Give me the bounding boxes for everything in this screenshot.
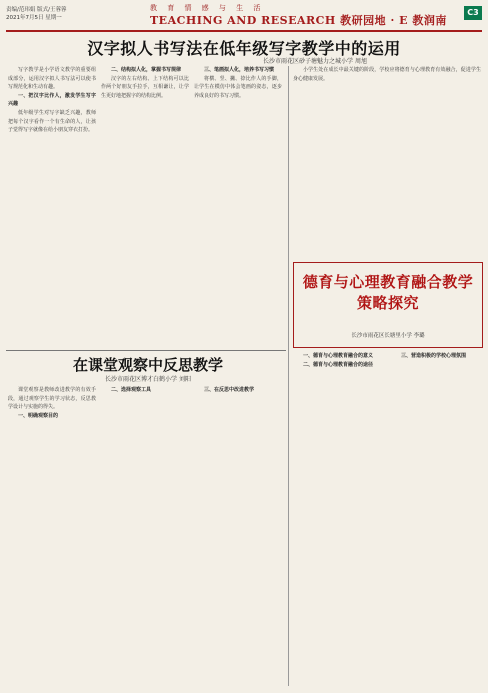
article3-title: 在课堂观察中反思教学 xyxy=(72,356,223,374)
article1-title: 汉字拟人书写法在低年级写字教学中的运用 xyxy=(87,39,401,58)
article1-subheading: 一、把汉字比作人，激发学生写字兴趣 xyxy=(8,92,96,108)
article1-paragraph: 写字教学是小学语文教学的重要组成部分，运用汉字拟人书写法可以使书写规范化和生动有趣。 xyxy=(8,67,96,91)
article1-subheading: 三、笔画拟人化，培养书写习惯 xyxy=(204,67,275,73)
article2-paragraph: 小学生处在成长中最关键的阶段，学校应将德育与心理教育有效融合，促进学生身心健康发展。 xyxy=(293,67,481,82)
section-rule xyxy=(6,350,286,351)
article1-paragraph: 将横、竖、撇、捺比作人的手脚，让学生在模仿中体会笔画的姿态，逐步养成良好的书写习惯。 xyxy=(194,75,282,99)
page-number: C3 xyxy=(464,6,482,20)
article3-subheading: 三、在反思中改进教学 xyxy=(204,387,255,393)
article3-paragraph: 课堂观察是教师改进教学的有效手段，通过观察学生的学习状态，反思教学设计与实施的得失。 xyxy=(8,387,96,411)
article1-subheading: 二、结构拟人化，掌握书写规律 xyxy=(111,67,182,73)
article3-column xyxy=(8,386,96,686)
article2-title-box xyxy=(293,262,483,348)
header-rule xyxy=(6,30,482,32)
article2-column xyxy=(391,352,481,686)
editor-info xyxy=(6,6,66,22)
article2-title: 德育与心理教育融合教学策略探究 xyxy=(302,273,474,312)
article1-column xyxy=(101,66,189,350)
article2-subheading: 一、德育与心理教育融合的意义 xyxy=(303,353,374,359)
article3-subheading: 二、选择观察工具 xyxy=(111,387,152,393)
article3-author: 长沙市雨花区博才白鹤小学 刘阳 xyxy=(105,376,191,383)
article1-paragraph: 低年级学生对写字缺乏兴趣，教师把每个汉字看作一个有生命的人，让孩子觉得写字就像在给小朋友穿衣打扮。 xyxy=(8,109,96,134)
masthead-title: TEACHING AND RESEARCH 教研园地 · E 教润南 xyxy=(150,14,447,27)
article2-author: 长沙市雨花区长塘里小学 李璐 xyxy=(351,333,425,339)
article1-column xyxy=(194,66,282,350)
publish-date: 2021年7月5日 星期一 xyxy=(6,15,62,21)
column-divider xyxy=(288,66,289,686)
masthead xyxy=(0,0,488,30)
article2-subheading: 二、德育与心理教育融合的途径 xyxy=(303,361,374,368)
article3-column xyxy=(101,386,189,686)
article2-column xyxy=(293,352,383,686)
article3-subheading: 一、明确观察目的 xyxy=(18,412,59,419)
article3-column xyxy=(194,386,282,686)
article1-author: 长沙市雨花区砂子塘魅力之城小学 周旭 xyxy=(263,58,367,65)
article2-intro-column xyxy=(293,66,481,256)
article1-paragraph: 汉字的左右结构、上下结构可以比作两个好朋友手拉手，互相谦让，让学生更好地把握字的结构比例。 xyxy=(101,75,189,99)
article2-subheading: 三、营造积极的学校心理氛围 xyxy=(401,353,467,359)
editor-label: 责编/范玮娟 版式/王蓉蓉 xyxy=(6,7,67,13)
masthead-categories: 教 育 情 感 与 生 活 xyxy=(150,4,265,12)
article1-column xyxy=(8,66,96,350)
